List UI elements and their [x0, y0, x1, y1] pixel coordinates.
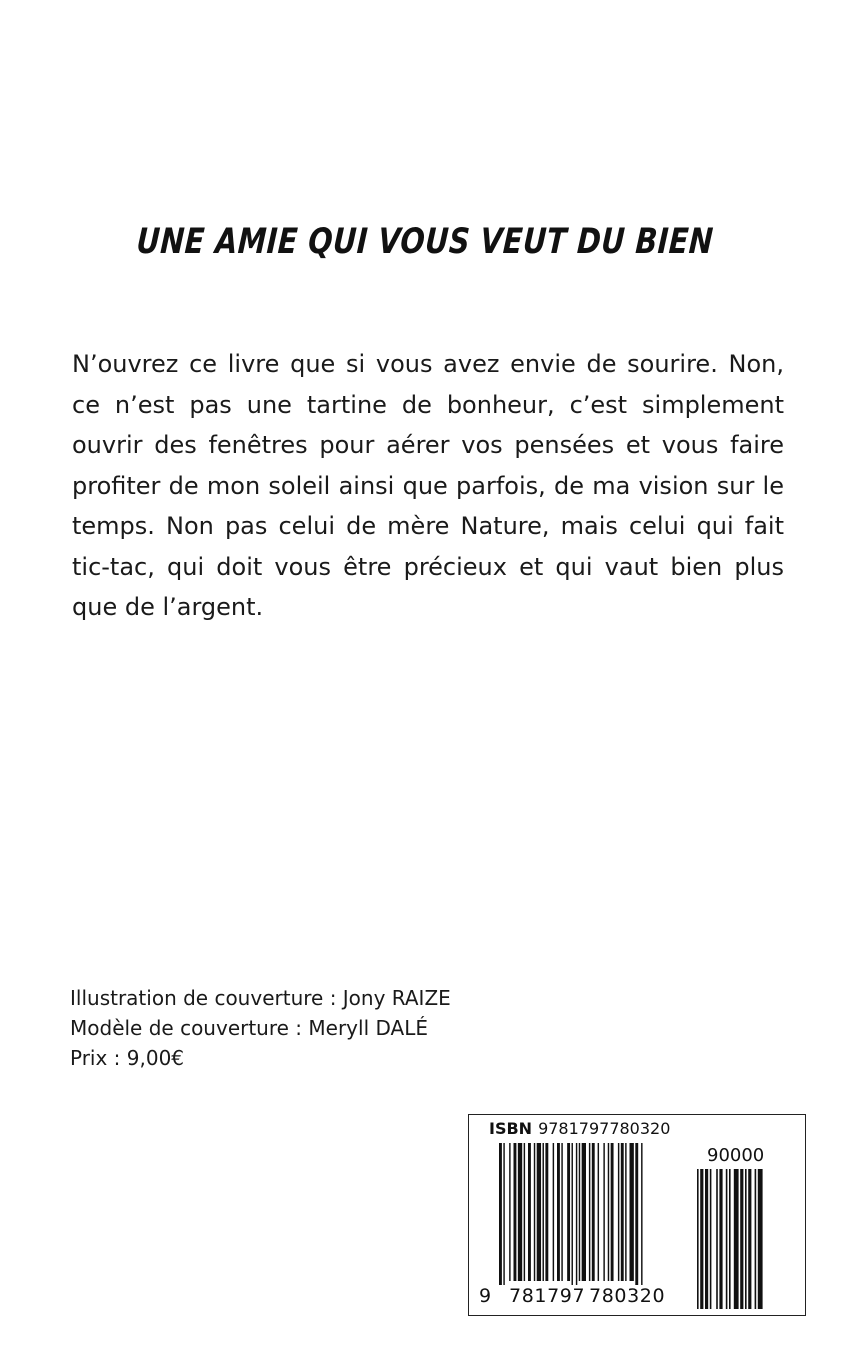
- barcode-digit-first: 9: [479, 1285, 492, 1307]
- barcode-digit-group-right: 780320: [589, 1285, 666, 1307]
- barcode-bar: [567, 1143, 570, 1281]
- barcode-bar: [537, 1143, 541, 1281]
- barcode-bar: [710, 1169, 712, 1309]
- barcode-bar: [716, 1169, 718, 1309]
- barcode-digit-group-left: 781797: [509, 1285, 586, 1307]
- isbn-barcode: [468, 1114, 806, 1316]
- barcode-bar: [729, 1169, 731, 1309]
- barcode-bar: [641, 1143, 642, 1285]
- barcode-bar: [572, 1143, 573, 1285]
- credits-block: [70, 983, 570, 1073]
- barcode-bar: [745, 1169, 747, 1309]
- barcode-bar: [518, 1143, 522, 1281]
- barcode-bar: [697, 1169, 699, 1309]
- barcode-bar: [630, 1143, 634, 1281]
- barcode-bar: [635, 1143, 638, 1285]
- isbn-word: ISBN: [489, 1119, 533, 1138]
- book-title: UNE AMIE QUI VOUS VEUT DU BIEN: [135, 222, 715, 262]
- barcode-bar: [503, 1143, 504, 1285]
- barcode-bar: [582, 1143, 586, 1281]
- barcode-bar: [758, 1169, 763, 1309]
- barcode-bar: [598, 1143, 599, 1281]
- barcode-bar: [611, 1143, 614, 1281]
- price: Prix : 9,00€: [70, 1046, 185, 1070]
- barcode-bar: [543, 1143, 544, 1281]
- barcode-bar: [618, 1143, 619, 1281]
- barcode-bar: [734, 1169, 739, 1309]
- barcode-bar: [621, 1143, 624, 1281]
- barcode-bar: [534, 1143, 535, 1281]
- barcode-bar: [528, 1143, 531, 1281]
- price-addon-code: 90000: [707, 1145, 765, 1166]
- barcode-bar: [557, 1143, 560, 1281]
- barcode-bar: [545, 1143, 548, 1281]
- illustration-credit: Illustration de couverture : Jony RAIZE: [70, 986, 451, 1010]
- barcode-bar: [499, 1143, 502, 1285]
- barcode-bar: [579, 1143, 580, 1281]
- barcode-bar: [592, 1143, 595, 1281]
- back-cover-blurb: N’ouvrez ce livre que si vous avez envie de sourire. Non, ce n’est pas une tartine de bonheur, c’est simplement ouvrir des fenêtres pour aérer vos pensées et vous faire profiter de mon soleil ainsi que parfois, de ma vision sur le temps. Non pas celui de mère Nature, mais celui qui fait tic-tac, qui doit vous être précieux et qui vaut bien plus que de l’argent.: [72, 350, 784, 621]
- barcode-bar: [748, 1169, 751, 1309]
- barcode-bar: [726, 1169, 728, 1309]
- barcode-bar: [608, 1143, 609, 1281]
- barcode-bar: [553, 1143, 554, 1281]
- barcode-bar: [755, 1169, 757, 1309]
- barcode-bar: [705, 1169, 708, 1309]
- barcode-bar: [514, 1143, 517, 1281]
- barcode-bar: [576, 1143, 577, 1285]
- barcode-bar: [625, 1143, 626, 1281]
- isbn-number: 9781797780320: [538, 1119, 671, 1138]
- barcode-bar: [561, 1143, 562, 1281]
- barcode-bar: [740, 1169, 743, 1309]
- barcode-bar: [509, 1143, 510, 1281]
- barcode-bar: [524, 1143, 525, 1281]
- barcode-bar: [603, 1143, 604, 1281]
- cover-model-credit: Modèle de couverture : Meryll DALÉ: [70, 1016, 428, 1040]
- barcode-bar: [589, 1143, 590, 1281]
- barcode-bar: [719, 1169, 722, 1309]
- barcode-bar: [700, 1169, 703, 1309]
